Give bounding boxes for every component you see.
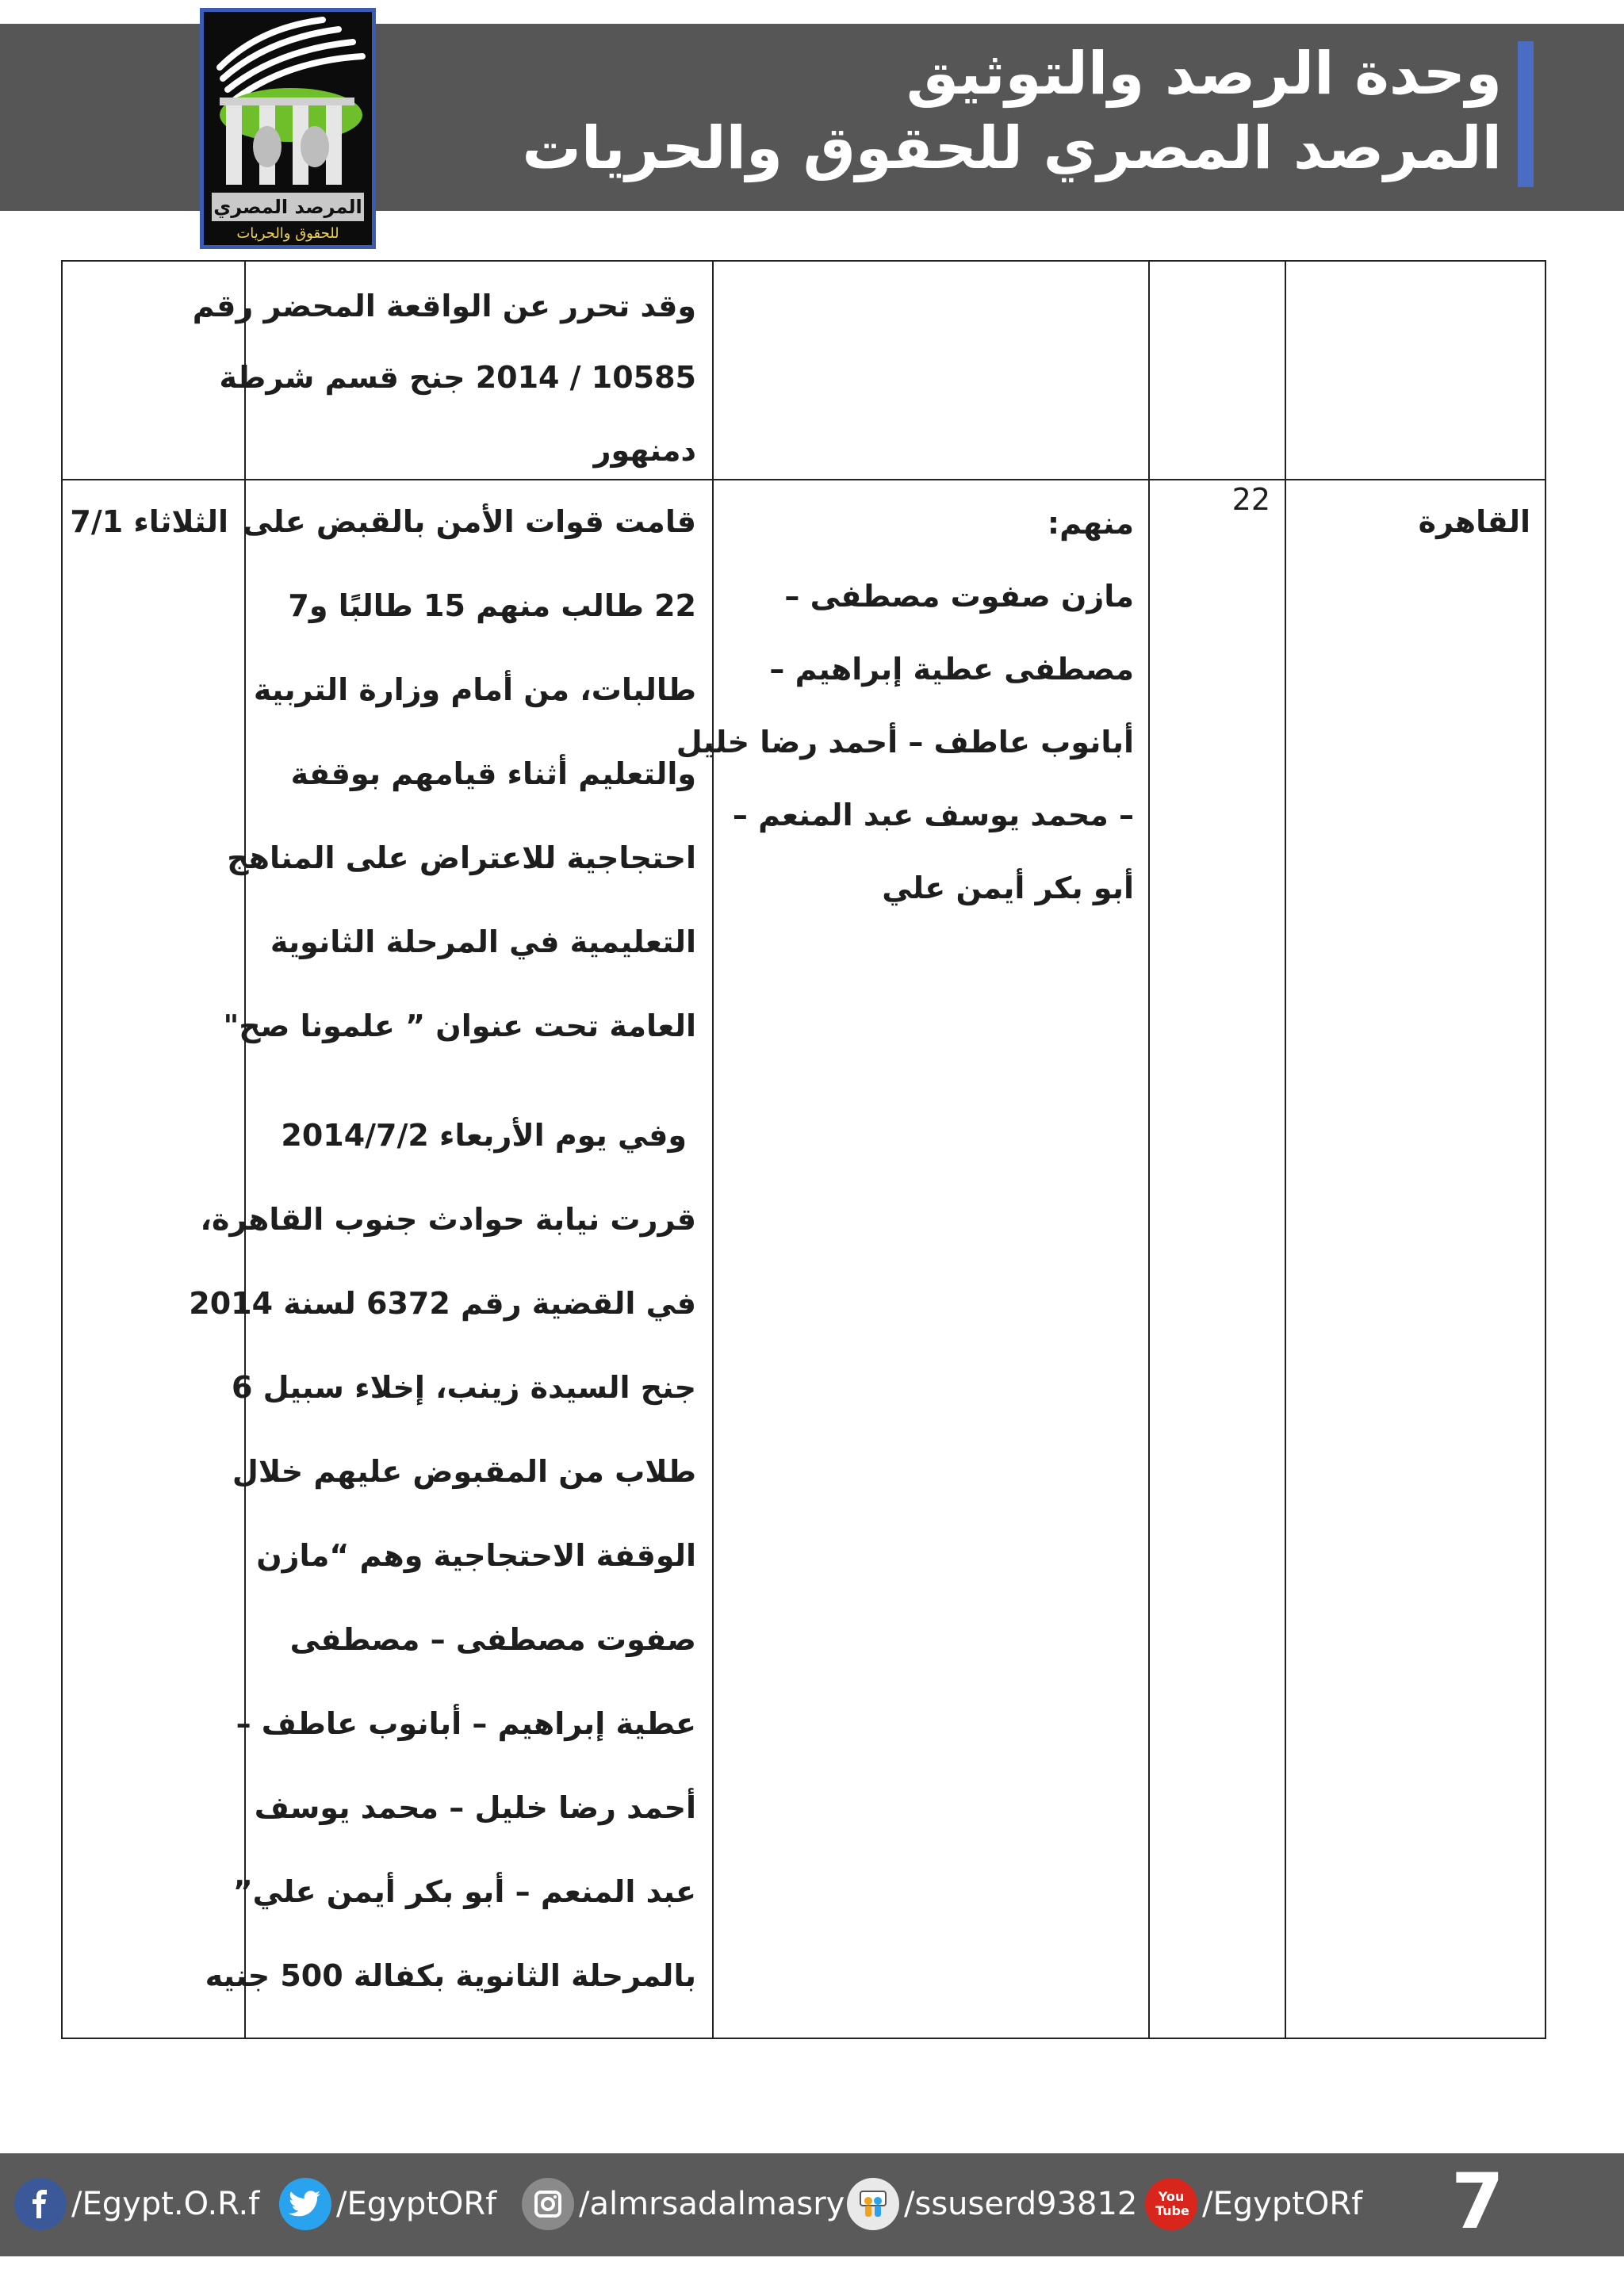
arrests-table — [61, 260, 1546, 2039]
instagram-icon — [522, 2178, 574, 2230]
description-line: العامة تحت عنوان ” علمونا صح" — [223, 1008, 696, 1043]
slideshare-handle: /ssuserd93812 — [904, 2186, 1138, 2222]
description-line: صفوت مصطفى – مصطفى — [289, 1622, 696, 1657]
twitter-icon — [279, 2178, 331, 2230]
youtube-icon — [1145, 2178, 1197, 2230]
youtube-icon-label: You Tube — [1155, 2189, 1189, 2218]
description-line: قررت نيابة حوادث جنوب القاهرة، — [200, 1202, 696, 1237]
date-cell: الثلاثاء 7/1 — [70, 504, 228, 539]
twitter-handle: /EgyptORf — [336, 2186, 497, 2222]
description-line: الوقفة الاحتجاجية وهم “مازن — [256, 1538, 696, 1573]
names-line: منهم: — [1047, 506, 1134, 541]
table-col-divider — [1148, 260, 1150, 2039]
description-line: 22 طالب منهم 15 طالبًا و7 — [288, 588, 696, 623]
facebook-handle: /Egypt.O.R.f — [71, 2186, 260, 2222]
page-number: 7 — [1451, 2157, 1504, 2246]
logo-subtitle: للحقوق والحريات — [236, 225, 339, 242]
row1-description-line: 10585 / 2014 جنح قسم شرطة — [219, 360, 696, 395]
description-line: قامت قوات الأمن بالقبض على — [242, 504, 696, 539]
table-border-right — [1545, 260, 1546, 2039]
table-col-divider — [712, 260, 714, 2039]
description-line: احتجاجية للاعتراض على المناهج — [227, 840, 696, 875]
description-line: في القضية رقم 6372 لسنة 2014 — [189, 1286, 696, 1321]
table-border-top — [61, 260, 1546, 262]
slideshare-icon — [847, 2178, 899, 2230]
names-line: – محمد يوسف عبد المنعم – — [732, 798, 1134, 832]
table-row-divider — [61, 479, 1546, 480]
logo-name: المرصد المصري — [212, 193, 364, 221]
names-line: مصطفى عطية إبراهيم – — [769, 652, 1134, 687]
description-line: طلاب من المقبوض عليهم خلال — [232, 1454, 696, 1489]
description-line: عطية إبراهيم – أبانوب عاطف – — [236, 1706, 696, 1741]
facebook-icon — [14, 2178, 67, 2230]
arrest-count-cell: 22 — [1231, 482, 1270, 517]
description-line: عبد المنعم – أبو بكر أيمن علي” — [232, 1874, 696, 1909]
table-col-divider — [1285, 260, 1286, 2039]
description-line: أحمد رضا خليل – محمد يوسف — [254, 1790, 696, 1825]
header-title-organization: المرصد المصري للحقوق والحريات — [522, 114, 1502, 182]
description-line: جنح السيدة زينب، إخلاء سبيل 6 — [231, 1370, 696, 1405]
facebook-link[interactable] — [14, 2174, 259, 2234]
description-line: وفي يوم الأربعاء 2014/7/2 — [281, 1118, 687, 1153]
table-border-bottom — [61, 2038, 1546, 2039]
description-line: والتعليم أثناء قيامهم بوقفة — [290, 756, 696, 791]
youtube-link[interactable] — [1145, 2174, 1362, 2234]
slideshare-link[interactable] — [847, 2174, 1137, 2234]
header-title-unit: وحدة الرصد والتوثيق — [906, 40, 1502, 108]
instagram-handle: /almrsadalmasry — [579, 2186, 845, 2222]
youtube-handle: /EgyptORf — [1202, 2186, 1363, 2222]
names-line: أبو بكر أيمن علي — [882, 871, 1134, 905]
header-accent-bar — [1518, 41, 1534, 187]
instagram-link[interactable] — [522, 2174, 845, 2234]
row1-description-line: دمنهور — [593, 433, 696, 468]
names-line: مازن صفوت مصطفى – — [784, 579, 1134, 614]
row1-description-line: وقد تحرر عن الواقعة المحضر رقم — [192, 289, 696, 323]
organization-logo — [200, 8, 376, 249]
names-line: أبانوب عاطف – أحمد رضا خليل — [676, 725, 1134, 760]
table-border-left — [61, 260, 63, 2039]
description-line: بالمرحلة الثانوية بكفالة 500 جنيه — [205, 1958, 696, 1993]
governorate-cell: القاهرة — [1418, 504, 1530, 539]
description-line: التعليمية في المرحلة الثانوية — [270, 924, 696, 959]
logo-emblem-icon — [204, 12, 372, 193]
twitter-link[interactable] — [279, 2174, 496, 2234]
description-line: طالبات، من أمام وزارة التربية — [253, 672, 696, 707]
